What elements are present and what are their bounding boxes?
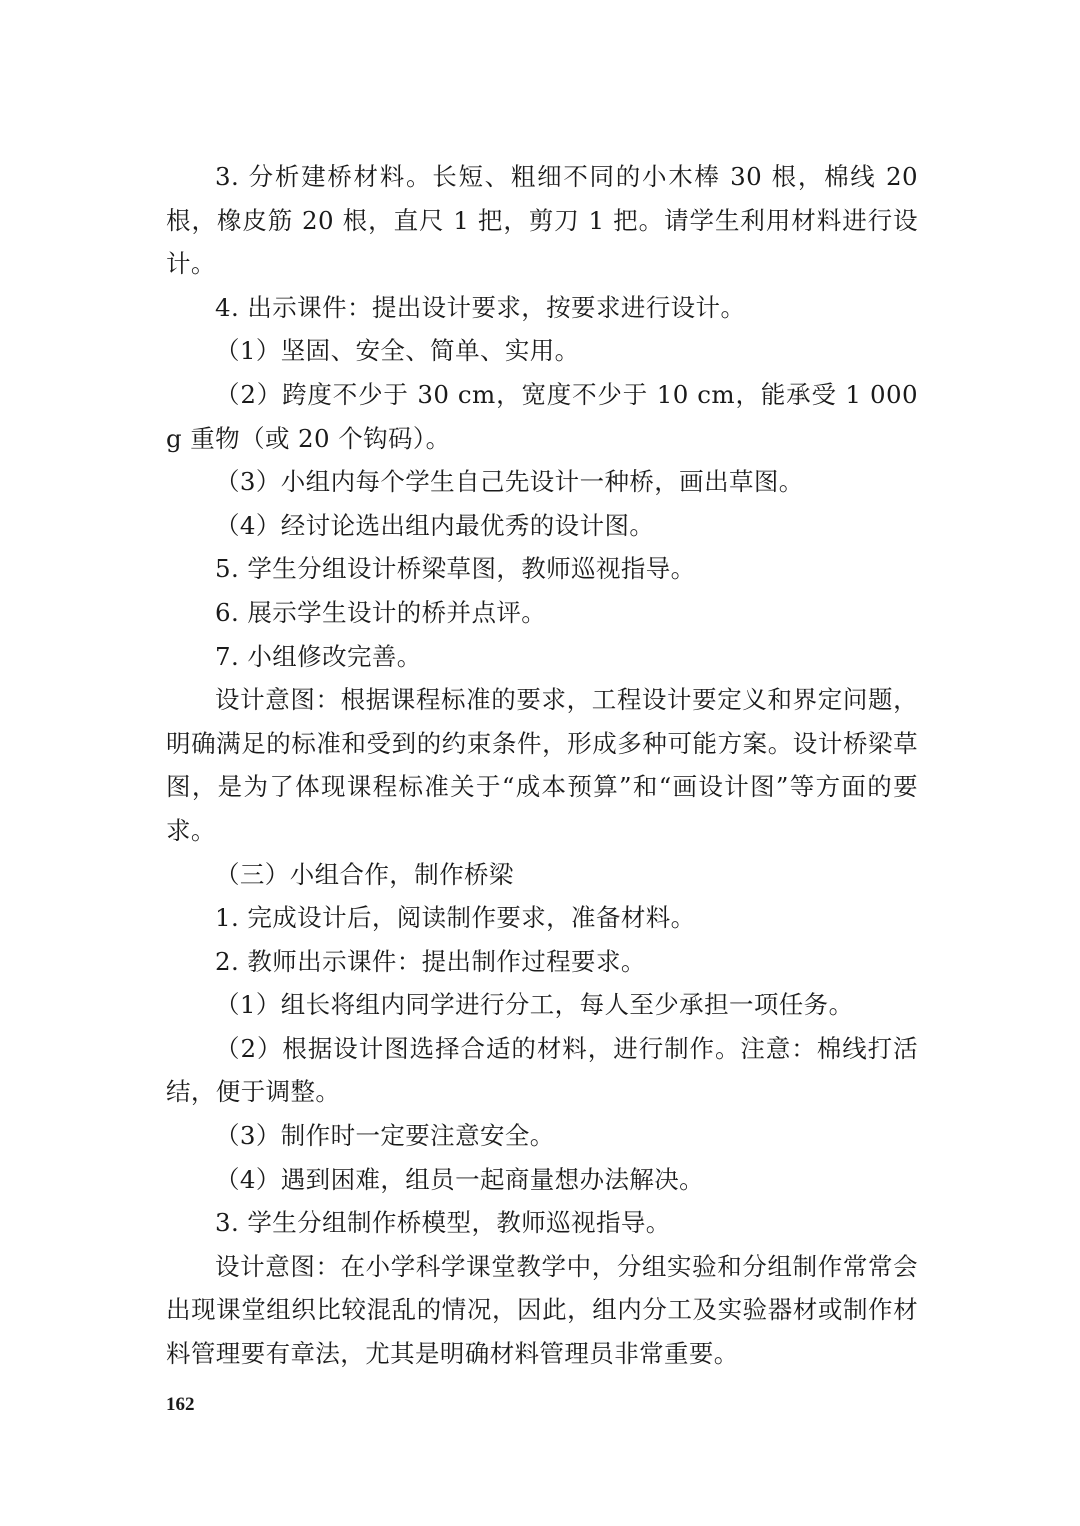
paragraph-design-requirement-1: （1）坚固、安全、简单、实用。	[215, 336, 580, 366]
paragraph-make-step-3: 3. 学生分组制作桥模型，教师巡视指导。	[215, 1208, 671, 1238]
paragraph-design-requirement-4: （4）经讨论选出组内最优秀的设计图。	[215, 510, 655, 540]
paragraph-step-7: 7. 小组修改完善。	[215, 641, 422, 671]
paragraph-make-requirement-1: （1）组长将组内同学进行分工，每人至少承担一项任务。	[215, 990, 854, 1020]
paragraph-make-requirement-3: （3）制作时一定要注意安全。	[215, 1121, 555, 1151]
paragraph-design-requirement-3: （3）小组内每个学生自己先设计一种桥，画出草图。	[215, 467, 804, 497]
body-text	[166, 155, 918, 1376]
page-number: 162	[166, 1394, 195, 1415]
paragraph-step-4-courseware: 4. 出示课件：提出设计要求，按要求进行设计。	[215, 292, 746, 322]
paragraph-step-3-materials: 3. 分析建桥材料。长短、粗细不同的小木棒 30 根，棉线 20 根，橡皮筋 20 根，直尺 1 把，剪刀 1 把。请学生利用材料进行设计。	[166, 162, 918, 279]
paragraph-design-intent-2: 设计意图：在小学科学课堂教学中，分组实验和分组制作常常会出现课堂组织比较混乱的情况，因此，组内分工及实验器材或制作材料管理要有章法，尤其是明确材料管理员非常重要。	[166, 1251, 918, 1369]
paragraph-design-requirement-2: （2）跨度不少于 30 cm，宽度不少于 10 cm，能承受 1 000 g 重物（或 20 个钩码）。	[166, 379, 918, 453]
document-page	[166, 0, 918, 1526]
paragraph-design-intent-1: 设计意图：根据课程标准的要求，工程设计要定义和界定问题，明确满足的标准和受到的约束条件，形成多种可能方案。设计桥梁草图，是为了体现课程标准关于“成本预算”和“画设计图”等方面的要求。	[166, 685, 918, 845]
paragraph-make-requirement-4: （4）遇到困难，组员一起商量想办法解决。	[215, 1164, 705, 1194]
paragraph-step-5: 5. 学生分组设计桥梁草图，教师巡视指导。	[215, 554, 696, 584]
section-heading-group-cooperation: （三）小组合作，制作桥梁	[215, 859, 514, 889]
paragraph-make-requirement-2: （2）根据设计图选择合适的材料，进行制作。注意：棉线打活结，便于调整。	[166, 1033, 918, 1107]
paragraph-step-6: 6. 展示学生设计的桥并点评。	[215, 597, 547, 627]
paragraph-make-step-1: 1. 完成设计后，阅读制作要求，准备材料。	[215, 903, 696, 933]
paragraph-make-step-2: 2. 教师出示课件：提出制作过程要求。	[215, 946, 646, 976]
